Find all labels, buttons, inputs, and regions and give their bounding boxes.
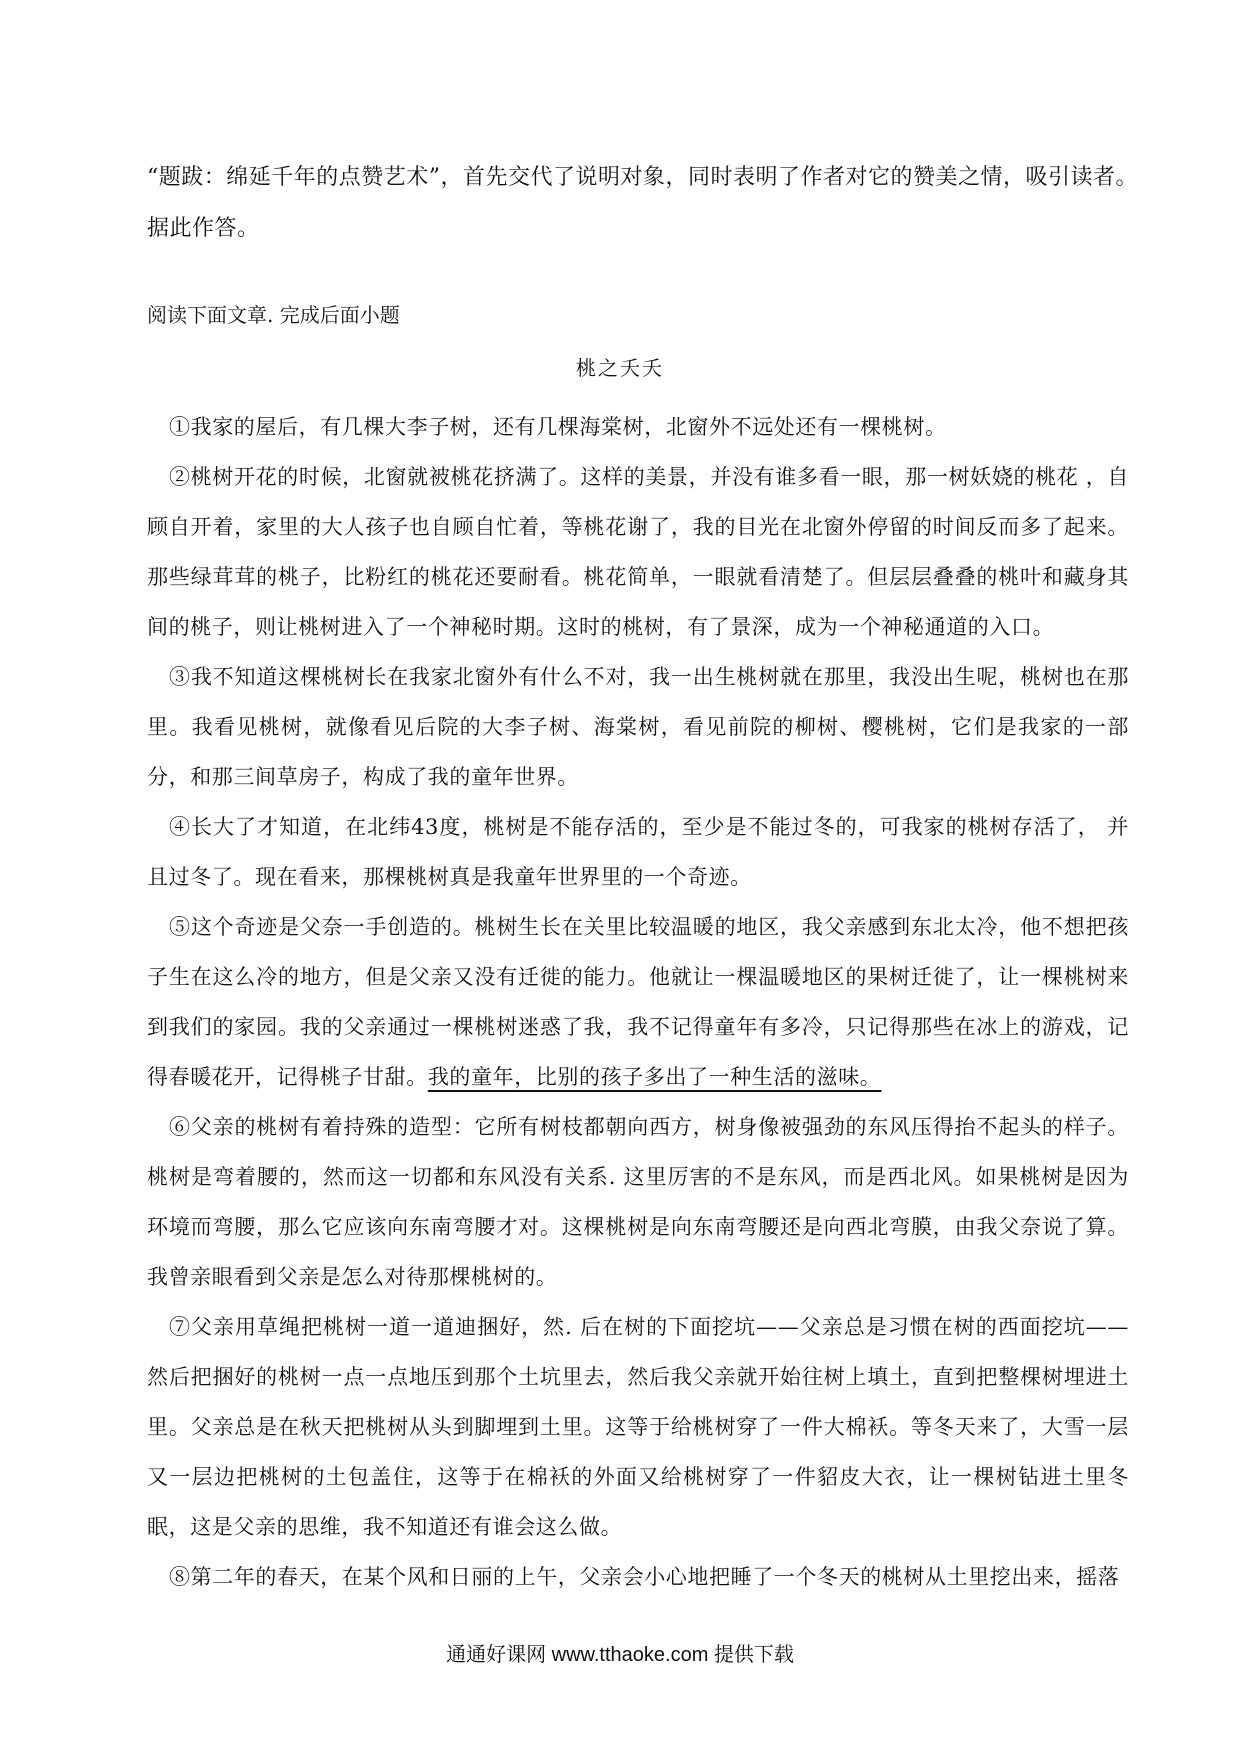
- article-body: [147, 402, 1129, 1602]
- paragraph-3: ③我不知道这棵桃树长在我家北窗外有什么不对，我一出生桃树就在那里，我没出生呢，桃树也在那里。我看见桃树，就像看见后院的大李子树、海棠树，看见前院的柳树、樱桃树，它们是我家的一部分，和那三间草房子，构成了我的童年世界。: [147, 665, 1129, 789]
- paragraph-6: ⑥父亲的桃树有着持殊的造型：它所有树枝都朝向西方，树身像被强劲的东风压得抬不起头的样子。桃树是弯着腰的，然而这一切都和东风没有关系. 这里厉害的不是东风，而是西北风。如果桃树是因为环境而弯腰，那么它应该向东南弯腰才对。这棵桃树是向东南弯腰还是向西北弯膜，由我父奈说了算。我曾亲眼看到父亲是怎么对待那棵桃树的。: [147, 1115, 1129, 1289]
- paragraph-1: ①我家的屋后，有几棵大李子树，还有几棵海棠树，北窗外不远处还有一棵桃树。: [169, 415, 947, 439]
- paragraph-7: ⑦父亲用草绳把桃树一道一道迪捆好，然. 后在树的下面挖坑——父亲总是习惯在树的西面挖坑——然后把捆好的桃树一点一点地压到那个土坑里去，然后我父亲就开始往树上填土，直到把整棵树埋进土里。父亲总是在秋天把桃树从头到脚埋到土里。这等于给桃树穿了一件大棉袄。等冬天来了，大雪一层又一层边把桃树的土包盖住，这等于在棉袄的外面又给桃树穿了一件貂皮大衣，让一棵树钻进土里冬眠，这是父亲的思维，我不知道还有谁会这么做。: [147, 1315, 1129, 1539]
- paragraph-5-text: ⑤这个奇迹是父奈一手创造的。桃树生长在关里比较温暖的地区，我父亲感到东北太冷，他不想把孩子生在这么冷的地方，但是父亲又没有迁徙的能力。他就让一棵温暖地区的果树迁徙了，让一棵桃树来到我们的家园。我的父亲通过一棵桃树迷惑了我，我不记得童年有多冷，只记得那些在冰上的游戏，记得春暖花开，记得桃子甘甜。: [147, 915, 1129, 1089]
- article-title: 桃之夭夭: [576, 356, 664, 380]
- page-footer: 通通好课网 www.tthaoke.com 提供下载: [446, 1644, 794, 1666]
- paragraph-4: ④长大了才知道，在北纬43度，桃树是不能存活的，至少是不能过冬的，可我家的桃树存活了， 并且过冬了。现在看来，那棵桃树真是我童年世界里的一个奇迹。: [147, 815, 1129, 889]
- paragraph-5: [147, 902, 1129, 1102]
- paragraph-8: ⑧第二年的春天，在某个风和日丽的上午，父亲会小心地把睡了一个冬天的桃树从土里挖出来，摇落: [169, 1565, 1120, 1589]
- reading-instruction: 阅读下面文章. 完成后面小题: [147, 303, 400, 327]
- lead-paragraph: “题跋：绵延千年的点赞艺术”，首先交代了说明对象，同时表明了作者对它的赞美之情，吸引读者。据此作答。: [147, 165, 1138, 241]
- underlined-sentence: 我的童年，比别的孩子多出了一种生活的滋味。: [427, 1065, 882, 1089]
- paragraph-2: ②桃树开花的时候，北窗就被桃花挤满了。这样的美景，并没有谁多看一眼，那一树妖娆的桃花 ，自顾自开着，家里的大人孩子也自顾自忙着，等桃花谢了，我的目光在北窗外停留的时间反而多了起来。 那些绿茸茸的桃子，比粉红的桃花还要耐看。桃花简单，一眼就看清楚了。但层层叠叠的桃叶和藏身其间的桃子，则让桃树进入了一个神秘时期。这时的桃树，有了景深，成为一个神秘通道的入口。: [147, 465, 1129, 639]
